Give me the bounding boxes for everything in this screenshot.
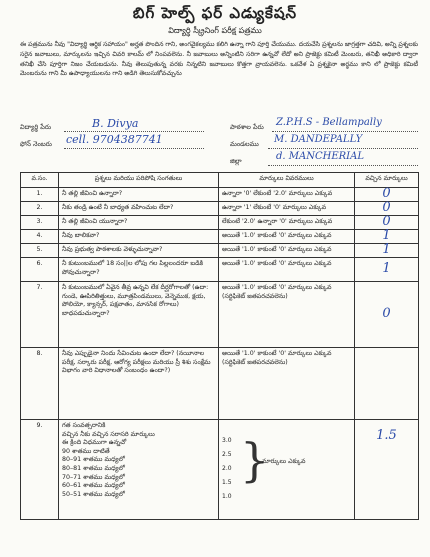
question-line: 80–91 శాతము మధ్యలో: [62, 456, 125, 464]
row-number: 7.: [21, 282, 59, 348]
table-row: [21, 348, 419, 420]
district-value: d. MANCHERIAL: [276, 151, 364, 162]
table-row: [21, 420, 419, 520]
row-number: 8.: [21, 348, 59, 420]
document-title: బిగ్ హెల్ప్ ఫర్ ఎడ్యుకేషన్: [132, 4, 298, 22]
district-line: [268, 165, 418, 166]
row-question: నీవు ఎప్పుడైనా నిందు సేవించుట ఉందా లేదా? (నయీనాల పరీక్ష, సర్కారు పరీక్ష, ఆరోగ్య పరీక్షలు మరియు స్రీ శిశు సంక్షేమ విభాగం వారి విధానాలతో సంబంధం ఉందా?): [59, 348, 219, 420]
row-number: 6.: [21, 258, 59, 282]
row-score: 0: [355, 188, 419, 202]
row-marks-scale: [219, 420, 355, 520]
school-value: Z.P.H.S - Bellampally: [276, 117, 382, 128]
scale-value: 1.5: [222, 479, 232, 486]
document-subtitle: విద్యార్థి స్క్రీనింగ్ పరీక్ష పత్రము: [168, 26, 262, 35]
row-score: 1: [355, 244, 419, 258]
table-row: [21, 202, 419, 216]
row-number: 3.: [21, 216, 59, 230]
name-value: B. Divya: [92, 117, 139, 130]
row-score: 0: [355, 202, 419, 216]
question-line: గత సంవత్సరానికి: [62, 422, 106, 429]
row-score: 1: [355, 230, 419, 244]
row-score: [355, 348, 419, 420]
name-label: విద్యార్థి పేరు: [20, 123, 52, 131]
school-line: [272, 131, 418, 132]
row-marks: అయితే '1.0' కాకుంటే '0' మార్కులు ఎక్కువ (సర్టిఫికెట్ జతపరచవలెను): [219, 282, 355, 348]
row-score: 0: [355, 282, 419, 348]
table-header-row: [21, 173, 419, 188]
row-question: నీ తల్లి జీవించి ఉన్నారా?: [59, 188, 219, 202]
name-line: [64, 131, 204, 132]
phone-value: cell. 9704387741: [66, 133, 163, 146]
row-number: 2.: [21, 202, 59, 216]
question-line: వచ్చిన నీకు వచ్చిన సరాసరి మార్కులు: [62, 430, 155, 438]
scale-value: 2.0: [222, 465, 232, 472]
question-line: 70–71 శాతము మధ్యలో: [62, 473, 125, 481]
question-line: 50–51 శాతము మధ్యలో: [62, 490, 125, 498]
question-line: 60–61 శాతము మధ్యలో: [62, 482, 125, 490]
table-row: [21, 258, 419, 282]
row-marks: అయితే '1.0' కాకుంటే '0' మార్కులు ఎక్కువ: [219, 230, 355, 244]
mandal-line: [268, 148, 418, 149]
district-label: జిల్లా: [230, 157, 242, 165]
row-marks: అయితే '1.0' కాకుంటే '0' మార్కులు ఎక్కువ: [219, 258, 355, 282]
screening-table: [20, 172, 419, 520]
row-question: నీవు ప్రభుత్వ పాఠశాలకు వెళ్ళుచున్నావా?: [59, 244, 219, 258]
row-score: 0: [355, 216, 419, 230]
row-question: నీ తల్లి జీవించి యున్నారా?: [59, 216, 219, 230]
row-marks: ఉన్నారా '1' లేకుంటే '0' మార్కులు ఎక్కువ: [219, 202, 355, 216]
header-score: వచ్చిన మార్కులు: [355, 173, 419, 188]
scale-value: 1.0: [222, 493, 232, 500]
row-number: 9.: [21, 420, 59, 520]
scale-value: 2.5: [222, 451, 232, 458]
row-question: నీ కుటుంబములో ఏవైన తీవ్ర ఉన్నవి లేక దీర్ఘరోగాలతో (ఉదా: గుండె, ఊపిరితిత్తులు, మూత్రపిండములు, వెన్నెముక, క్షయ, పోలియో, క్యాన్సర్, పక్షవాతం, మానసిక రోగాలు) బాధపడుచున్నారా?: [59, 282, 219, 348]
mandal-value: M. DANDEPALLY: [274, 134, 363, 145]
row-marks: ఉన్నారా '0' లేకుంటే '2.0' మార్కులు ఎక్కువ: [219, 188, 355, 202]
scale-marks-label: మార్కులు ఎక్కువ: [262, 458, 306, 465]
row-marks: లేకుంటే '2.0' ఉన్నారా '0' మార్కులు ఎక్కువ: [219, 216, 355, 230]
header-marks: మార్కులు వివరములు: [219, 173, 355, 188]
row-question: నీవు బాలికవా?: [59, 230, 219, 244]
header-question: ప్రశ్నలు మరియు పరిపోషి సంగతులు: [59, 173, 219, 188]
row-score: 1.5: [355, 420, 419, 520]
intro-paragraph: ఈ పత్రమును నీవు "విద్యార్థి ఆర్థిక సహాయం" అర్హత పొందిన గాని, అంగవైకల్యము కలిగి ఉన్నా గాని పూర్తి చేయుము. దయచేసి ప్రశ్నలను జాగ్రత్తగా చదివి, అన్ని ప్రశ్నలకు సరైన జవాబులు, మార్కులను ఇచ్చిన చివరి కాలమ్ లో నింపవలెను. నీ జవాబులు అన్నింటిని సరిగా ఉన్నవో లేదో అని ప్రాజెక్టు కమిటీ మెంబరు, తనిఖీ అధికారి ద్వారా తనిఖీ చేసి పూర్తిగా నిజం చేయబడును. నీవు తెలుపుతున్న వరకు నిన్నటిని జవాబులు కొత్తగా వ్రాయవలెను. ఒకవేళ ఏ ప్రశ్నకైనా అర్థము కాని లో ప్రాజెక్టు కమిటీ మెంబరును గాని మీ ఉపాధ్యాయులను గాని అడిగి తెలుసుకోవచ్చును: [20, 41, 418, 78]
phone-label: ఫోన్ నెంబరు: [20, 140, 52, 148]
row-marks: అయితే '1.0' కాకుంటే '0' మార్కులు ఎక్కువ (సర్టిఫికెట్ జతపరచవలెను): [219, 348, 355, 420]
table-row: [21, 230, 419, 244]
table-row: [21, 188, 419, 202]
question-line: 90 శాతము దాటితే: [62, 447, 110, 455]
row-number: 1.: [21, 188, 59, 202]
row-marks: అయితే '1.0' కాకుంటే '0' మార్కులు ఎక్కువ: [219, 244, 355, 258]
phone-line: [64, 148, 204, 149]
question-line: 80–81 శాతము మధ్యలో: [62, 464, 125, 472]
table-row: [21, 244, 419, 258]
brace-icon: }: [240, 433, 270, 487]
school-label: పాఠశాల పేరు: [230, 123, 264, 131]
row-question: నీకు తండ్రి ఉంటే నీ బాధ్యత వహించుట లేదా?: [59, 202, 219, 216]
mandal-label: మండలము: [230, 140, 259, 148]
scale-value: 3.0: [222, 437, 232, 444]
header-serial: వ.సం.: [21, 173, 59, 188]
table-row: [21, 216, 419, 230]
row-question: నీ కుటుంబములో 18 సం||ల లోపు గల పిల్లలందరూ బడికి పోవుచున్నారా?: [59, 258, 219, 282]
row-question: [59, 420, 219, 520]
row-number: 4.: [21, 230, 59, 244]
question-line: ఈ క్రింది విధముగా ఉన్నచో: [62, 439, 127, 447]
table-row: [21, 282, 419, 348]
row-number: 5.: [21, 244, 59, 258]
row-score: 1: [355, 258, 419, 282]
